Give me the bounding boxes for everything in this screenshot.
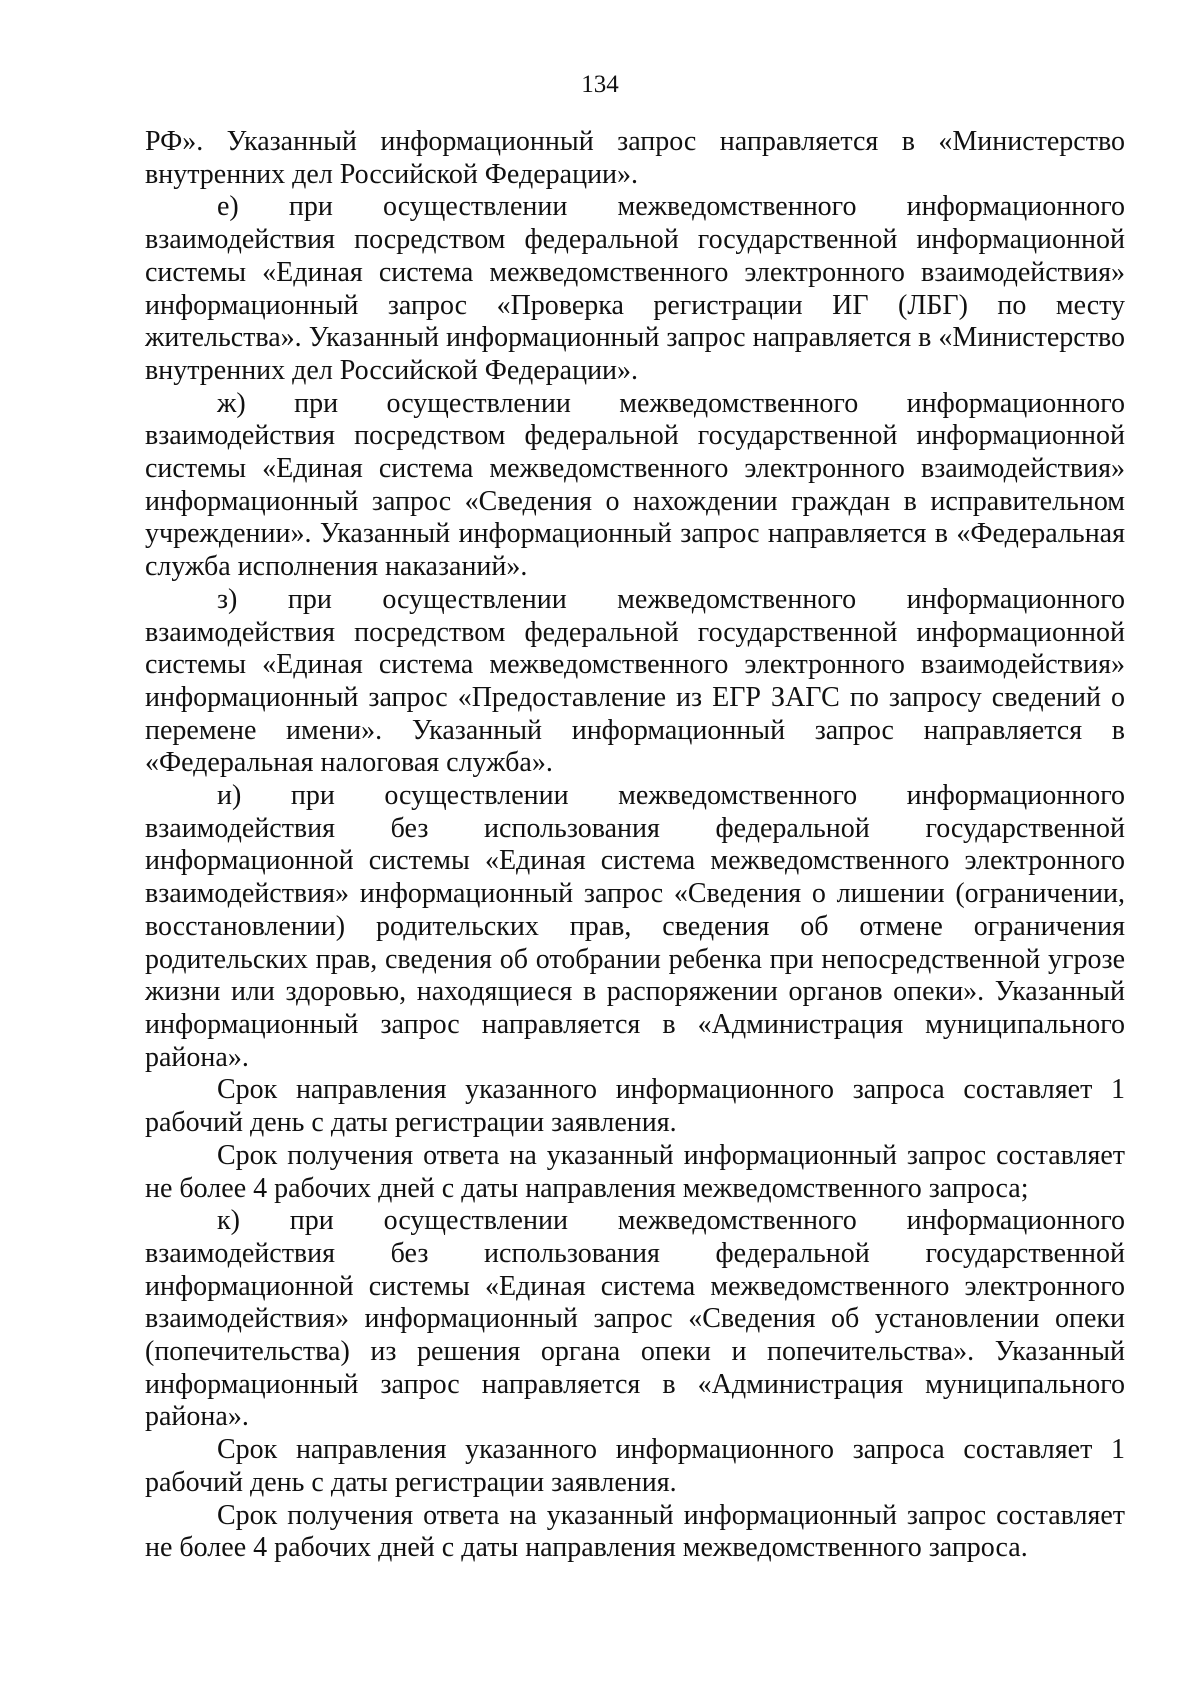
paragraph-deadline-response: Срок получения ответа на указанный информационный запрос составляет не более 4 рабочих дней с даты направления межведомственного запроса;: [145, 1139, 1125, 1204]
paragraph-deadline-send: Срок направления указанного информационного запроса составляет 1 рабочий день с даты регистрации заявления.: [145, 1074, 1125, 1139]
paragraph-item-k: к) при осуществлении межведомственного информационного взаимодействия без использования федеральной государственной информационной системы «Единая система межведомственного электронного взаимодействия» информационный запрос «Сведения об установлении опеки (попечительства) из решения органа опеки и попечительства». Указанный информационный запрос направляется в «Администрация муниципального района».: [145, 1205, 1125, 1433]
paragraph-deadline-send: Срок направления указанного информационного запроса составляет 1 рабочий день с даты регистрации заявления.: [145, 1434, 1125, 1498]
page-number: 134: [581, 71, 619, 98]
paragraph-continuation: РФ». Указанный информационный запрос направляется в «Министерство внутренних дел Российской Федерации».: [145, 126, 1125, 190]
paragraph-item-zh: ж) при осуществлении межведомственного информационного взаимодействия посредством федеральной государственной информационной системы «Единая система межведомственного электронного взаимодействия» информационный запрос «Сведения о нахождении граждан в исправительном учреждении». Указанный информационный запрос направляется в «Федеральная служба исполнения наказаний».: [145, 387, 1125, 583]
paragraph-item-e: е) при осуществлении межведомственного информационного взаимодействия посредством федеральной государственной информационной системы «Единая система межведомственного электронного взаимодействия» информационный запрос «Проверка регистрации ИГ (ЛБГ) по месту жительства». Указанный информационный запрос направляется в «Министерство внутренних дел Российской Федерации».: [145, 191, 1125, 386]
paragraph-item-i: и) при осуществлении межведомственного информационного взаимодействия без использования федеральной государственной информационной системы «Единая система межведомственного электронного взаимодействия» информационный запрос «Сведения о лишении (ограничении, восстановлении) родительских прав, сведения об отмене ограничения родительских прав, сведения об отобрании ребенка при непосредственной угрозе жизни или здоровью, находящиеся в распоряжении органов опеки». Указанный информационный запрос направляется в «Администрация муниципального района».: [145, 780, 1125, 1073]
paragraph-item-z: з) при осуществлении межведомственного информационного взаимодействия посредством федеральной государственной информационной системы «Единая система межведомственного электронного взаимодействия» информационный запрос «Предоставление из ЕГР ЗАГС по запросу сведений о перемене имени». Указанный информационный запрос направляется в «Федеральная налоговая служба».: [145, 583, 1125, 779]
document-body: [145, 126, 1125, 1565]
paragraph-deadline-response: Срок получения ответа на указанный информационный запрос составляет не более 4 рабочих дней с даты направления межведомственного запроса.: [145, 1499, 1125, 1564]
